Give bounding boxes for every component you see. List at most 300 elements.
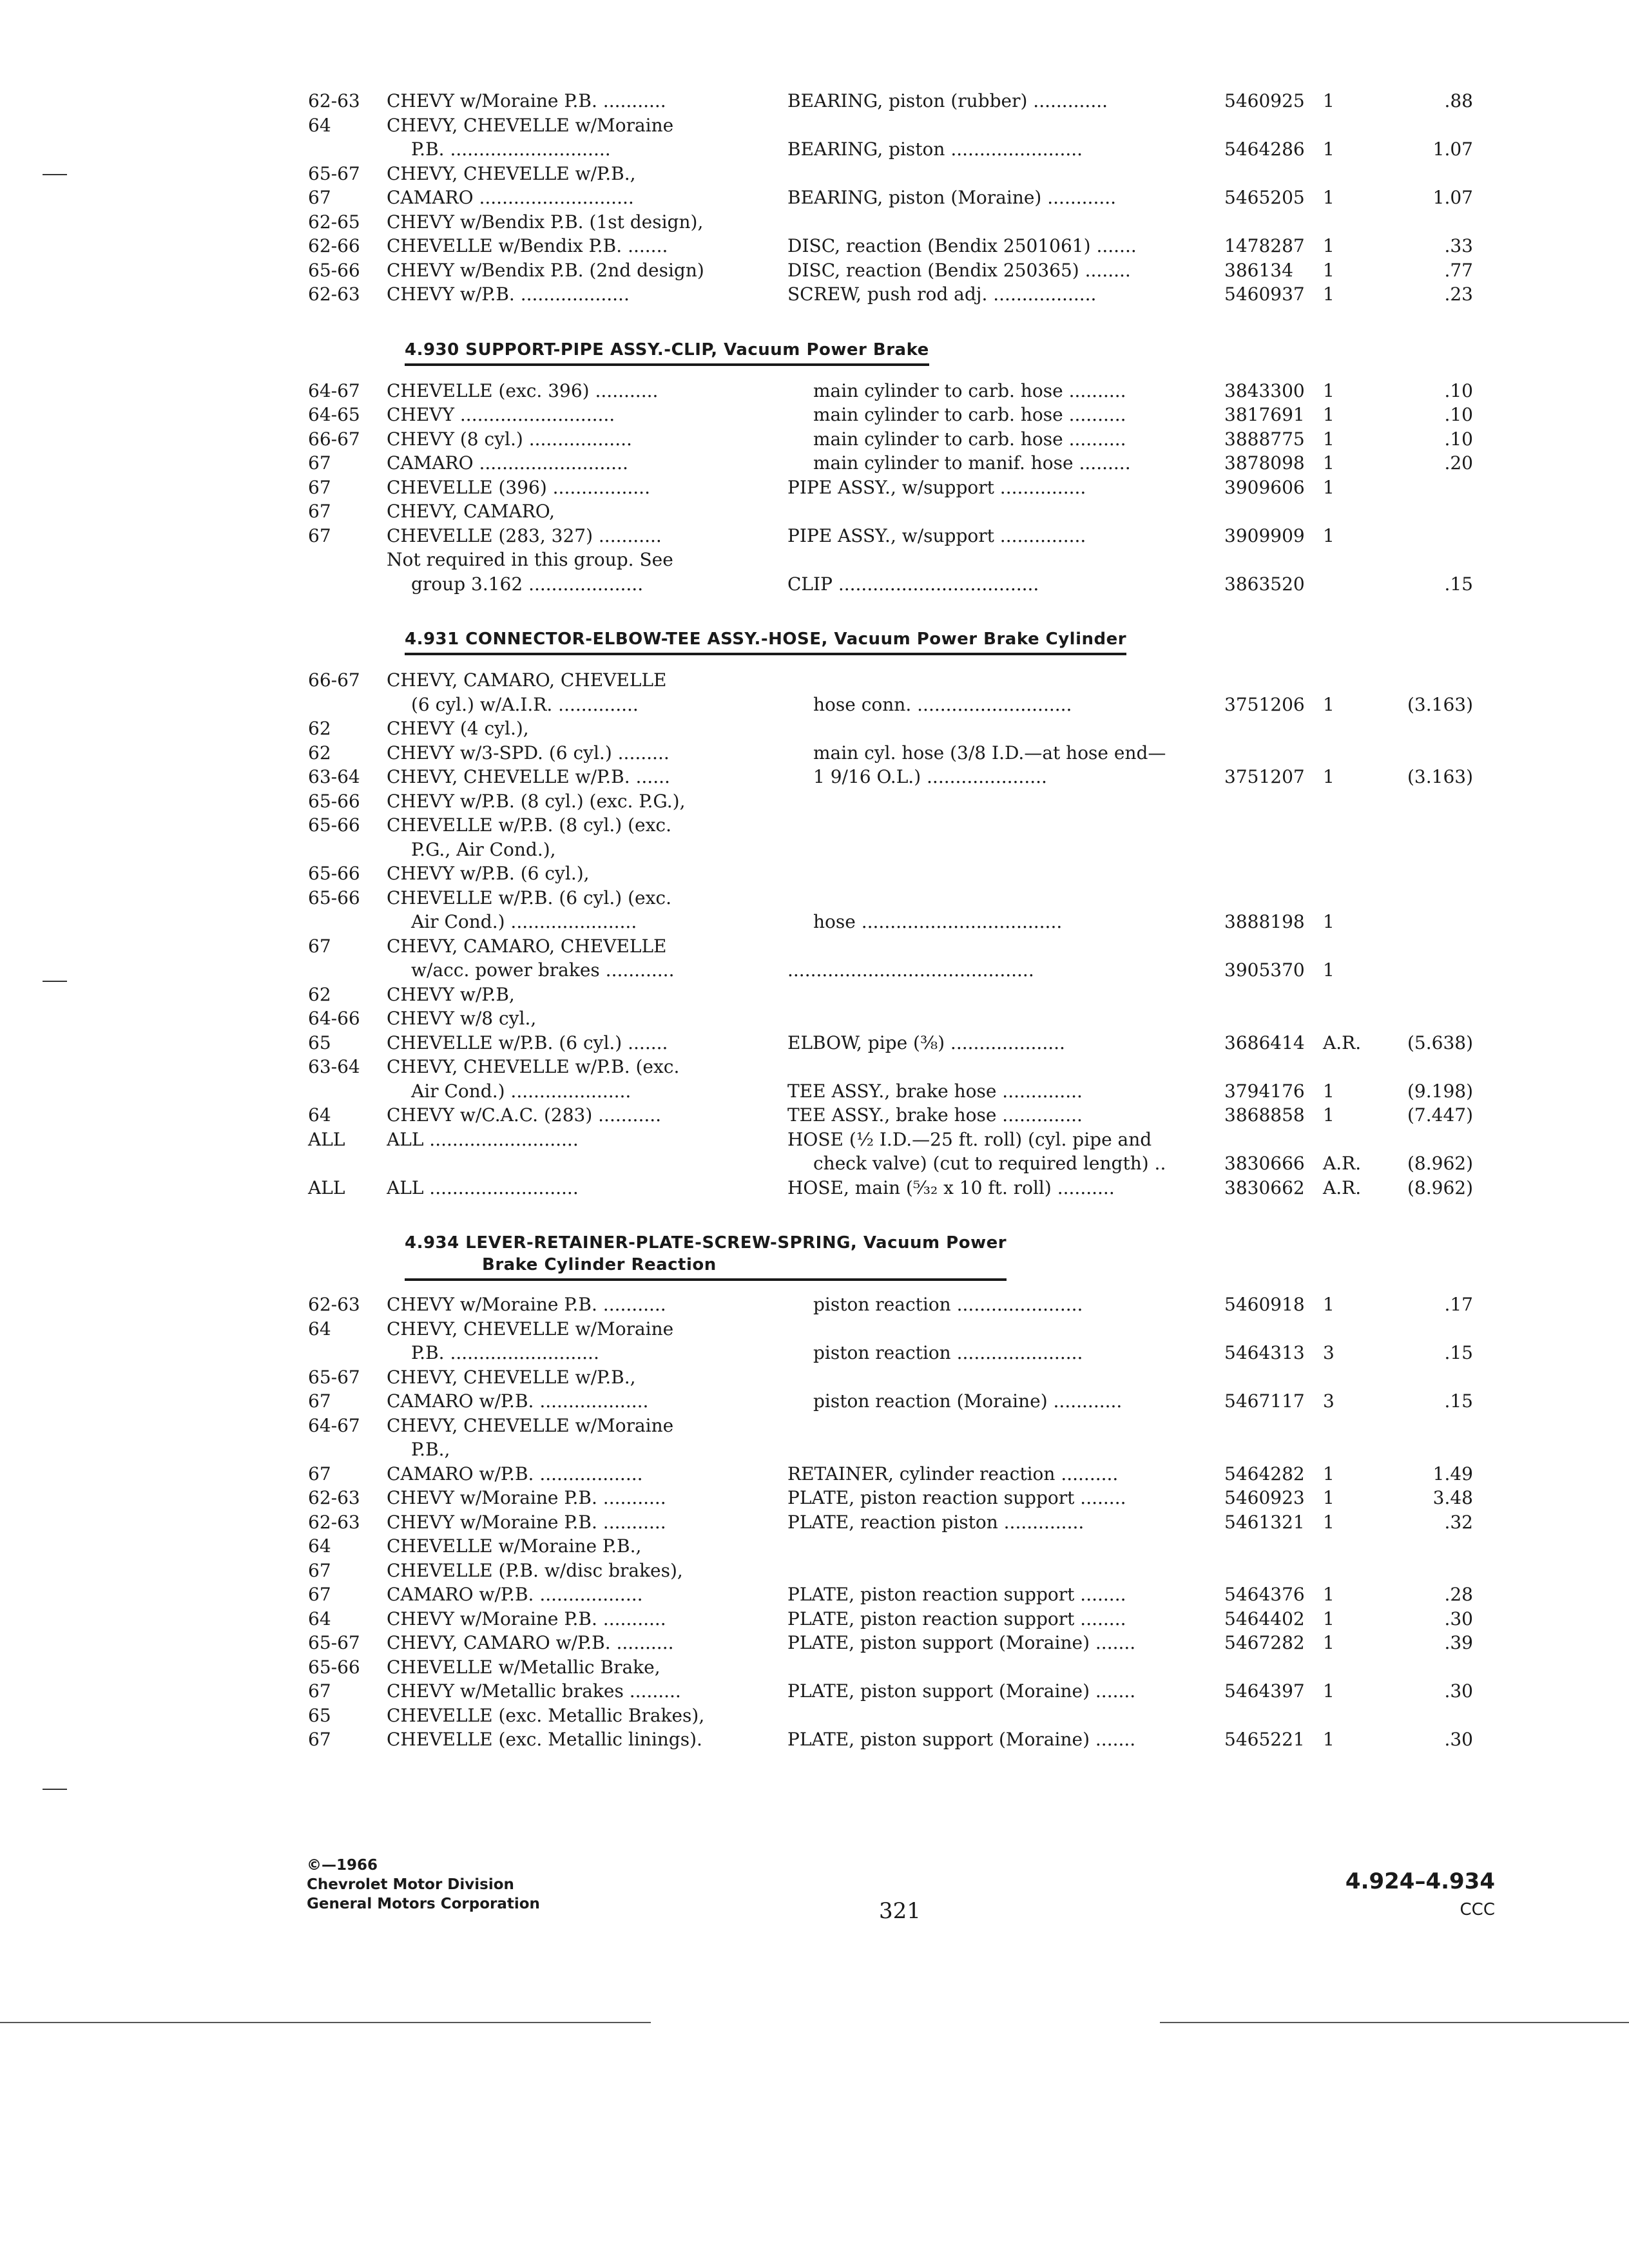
part-description: main cylinder to carb. hose .......... [813,380,1126,401]
table-row [308,1559,1468,1583]
model-applicability: CHEVELLE (P.B. w/disc brakes), [387,1559,683,1581]
part-number: 5464397 [1224,1680,1305,1702]
part-number: 3751207 [1224,766,1305,787]
quantity: 1 [1323,284,1335,305]
part-number: 3905370 [1224,959,1305,981]
part-number: 3817691 [1224,404,1305,425]
model-applicability: CHEVELLE w/Moraine P.B., [387,1535,642,1557]
model-year: 67 [308,1559,331,1581]
model-applicability: CHEVY, CHEVELLE w/P.B., [387,1366,636,1388]
table-row [308,910,1468,934]
table-row [308,1534,1468,1559]
model-year: 62-66 [308,235,360,256]
section-heading-wrap [308,339,1468,379]
price: (7.447) [1407,1104,1473,1126]
section-title: 4.930 SUPPORT-PIPE ASSY.-CLIP, Vacuum Power Brake [405,340,929,360]
table-row [308,1607,1473,1631]
model-year: 62-63 [308,90,360,111]
model-year: 65-67 [308,1632,360,1653]
table-row [308,210,1468,235]
part-number: 3909606 [1224,476,1305,498]
part-description: piston reaction ...................... [813,1342,1083,1363]
table-row [308,451,1473,476]
copyright-line: ©—1966 [307,1857,378,1874]
model-applicability: CAMARO .......................... [387,452,628,474]
model-applicability: CAMARO w/P.B. ................... [387,1390,649,1412]
model-applicability: CHEVY w/Bendix P.B. (1st design), [387,211,704,233]
part-number: 3843300 [1224,380,1305,401]
model-year: 67 [308,524,331,546]
model-year: 62-63 [308,1294,360,1315]
price: 1.49 [1432,1463,1473,1485]
part-number: 3751206 [1224,693,1305,715]
part-description: HOSE (½ I.D.—25 ft. roll) (cyl. pipe and [787,1128,1152,1150]
model-applicability: CHEVY w/Moraine P.B. ........... [387,1294,666,1315]
part-number: 5464376 [1224,1584,1305,1605]
part-number: 5460937 [1224,284,1305,305]
table-row [308,524,1468,548]
model-applicability: CHEVELLE w/Metallic Brake, [387,1656,660,1678]
model-applicability: CHEVY, CAMARO, CHEVELLE [387,669,667,691]
part-number: 3794176 [1224,1080,1305,1102]
model-applicability: CHEVY w/Moraine P.B. ........... [387,1608,666,1629]
part-description: TEE ASSY., brake hose .............. [787,1104,1083,1126]
quantity: A.R. [1323,1153,1362,1174]
table-row [308,1031,1473,1055]
section-range: 4.924–4.934 [1345,1869,1495,1894]
table-row [308,548,1468,572]
scan-edge-line [1160,2022,1629,2023]
model-applicability: (6 cyl.) w/A.I.R. .............. [411,693,639,715]
model-applicability: CHEVY, CAMARO w/P.B. .......... [387,1632,674,1653]
part-description: PIPE ASSY., w/support ............... [787,476,1086,498]
model-year: 67 [308,476,331,498]
section-heading [405,1232,1007,1281]
part-number: 5464282 [1224,1463,1305,1485]
part-number: 5464313 [1224,1342,1305,1363]
part-description: PLATE, piston reaction support ........ [787,1584,1126,1605]
model-applicability: CHEVELLE (exc. 396) ........... [387,380,659,401]
model-applicability: Air Cond.) ...................... [411,911,637,932]
model-applicability: CHEVY, CHEVELLE w/Moraine [387,1414,674,1436]
part-description: RETAINER, cylinder reaction .......... [787,1463,1119,1485]
quantity: 1 [1323,259,1335,281]
model-year: 64 [308,114,331,136]
model-year: 67 [308,187,331,208]
model-year: 62 [308,718,331,739]
model-applicability: CHEVY w/Moraine P.B. ........... [387,90,666,111]
model-applicability: CHEVY, CHEVELLE w/P.B. ...... [387,766,670,787]
model-year: 65-66 [308,790,360,812]
section-subtitle: Brake Cylinder Reaction [482,1255,717,1274]
binding-mark [43,174,67,175]
table-row [308,162,1468,186]
part-number: 3878098 [1224,452,1305,474]
part-number: 5467282 [1224,1632,1305,1653]
table-row [308,186,1473,210]
table-row [308,813,1468,838]
model-applicability: CHEVELLE w/P.B. (6 cyl.) (exc. [387,887,671,908]
quantity: 1 [1323,1104,1335,1126]
section-heading [405,628,1126,655]
model-year: 65-66 [308,814,360,836]
part-number: 1478287 [1224,235,1305,256]
corporation-line: General Motors Corporation [307,1896,540,1912]
model-year: 67 [308,1729,331,1750]
table-row [308,886,1468,910]
model-applicability: CHEVY w/Moraine P.B. ........... [387,1511,666,1533]
section-title: 4.931 CONNECTOR-ELBOW-TEE ASSY.-HOSE, Vacuum Power Brake Cylinder [405,629,1127,649]
model-year: 64 [308,1104,331,1126]
part-description: piston reaction ...................... [813,1294,1083,1315]
part-description: main cylinder to carb. hose .......... [813,404,1126,425]
quantity: 1 [1323,90,1335,111]
section-range-block [1340,1867,1495,1924]
model-applicability: CHEVY, CHEVELLE w/Moraine [387,1318,674,1340]
model-applicability: CHEVELLE w/Bendix P.B. ....... [387,235,668,256]
price: (8.962) [1407,1177,1473,1198]
model-applicability: CAMARO w/P.B. .................. [387,1584,643,1605]
quantity: 1 [1323,476,1335,498]
price: .39 [1444,1632,1473,1653]
model-applicability: Air Cond.) ..................... [411,1080,631,1102]
part-description: ........................................... [787,959,1034,981]
part-description: hose conn. ........................... [813,693,1072,715]
model-year: 65 [308,1704,331,1726]
model-year: 65-66 [308,863,360,884]
part-number: 3863520 [1224,573,1305,595]
parts-listing [308,89,1473,1752]
part-description: piston reaction (Moraine) ............ [813,1390,1123,1412]
model-year: 66-67 [308,669,360,691]
binding-mark [43,1789,67,1790]
model-year: 65-67 [308,1366,360,1388]
model-applicability: CAMARO ........................... [387,187,634,208]
table-row [308,403,1473,427]
quantity: 1 [1323,404,1335,425]
table-row [308,861,1468,886]
model-year: 67 [308,452,331,474]
part-description: HOSE, main (⁵⁄₃₂ x 10 ft. roll) .......... [787,1177,1115,1198]
table-row [308,1176,1473,1200]
table-row [308,1655,1468,1680]
model-year: 63-64 [308,1056,360,1077]
model-year: 64 [308,1318,331,1340]
price: (8.962) [1407,1153,1473,1174]
model-applicability: CHEVY w/Moraine P.B. ........... [387,1487,666,1508]
part-number: 386134 [1224,259,1293,281]
table-row [308,1462,1473,1486]
model-applicability: CHEVY, CHEVELLE w/P.B., [387,162,636,184]
table-row [308,789,1468,814]
model-year: 65 [308,1032,331,1053]
part-description: PLATE, piston reaction support ........ [787,1608,1126,1629]
section-heading-wrap [308,628,1468,668]
quantity: 1 [1323,1729,1335,1750]
model-year: 65-66 [308,1656,360,1678]
table-row [308,1486,1473,1510]
model-year: 67 [308,1584,331,1605]
model-applicability: CHEVY, CAMARO, CHEVELLE [387,935,667,957]
table-row [308,693,1473,717]
table-row [308,427,1473,452]
section-heading-wrap [308,1232,1468,1293]
part-description: hose ................................... [813,911,1063,932]
model-applicability: CHEVELLE w/P.B. (8 cyl.) (exc. [387,814,671,836]
quantity: 1 [1323,1080,1335,1102]
quantity: 1 [1323,1463,1335,1485]
table-row [308,1365,1468,1390]
table-row [308,1727,1473,1752]
table-row [308,838,1468,862]
quantity: 1 [1323,693,1335,715]
quantity: 3 [1323,1390,1335,1412]
part-number: 5461321 [1224,1511,1305,1533]
price: (3.163) [1407,693,1473,715]
table-row [308,499,1468,524]
model-year: 64-66 [308,1008,360,1029]
quantity: 1 [1323,524,1335,546]
price: .33 [1444,235,1473,256]
quantity: 1 [1323,1608,1335,1629]
part-number: 3909909 [1224,524,1305,546]
quantity: 1 [1323,187,1335,208]
price: .10 [1444,404,1473,425]
model-year: 65-66 [308,887,360,908]
table-row [308,1582,1473,1607]
part-description: check valve) (cut to required length) .. [813,1153,1166,1174]
model-year: 67 [308,1390,331,1412]
model-year: 67 [308,1680,331,1702]
quantity: 1 [1323,1680,1335,1702]
part-description: 1 9/16 O.L.) ..................... [813,766,1047,787]
part-description: PLATE, piston reaction support ........ [787,1487,1126,1508]
model-applicability: CHEVY w/Metallic brakes ......... [387,1680,681,1702]
table-row [308,234,1473,258]
model-applicability: w/acc. power brakes ............ [411,959,675,981]
table-row [308,1631,1473,1655]
price: .23 [1444,284,1473,305]
table-row [308,258,1473,283]
table-row [308,1151,1473,1176]
price: 3.48 [1432,1487,1473,1508]
model-year: 65-66 [308,259,360,281]
quantity: A.R. [1323,1032,1362,1053]
table-row [308,1414,1468,1438]
part-number: 5464402 [1224,1608,1305,1629]
price: .88 [1444,90,1473,111]
price: .30 [1444,1680,1473,1702]
part-number: 3888198 [1224,911,1305,932]
table-row [308,1006,1468,1031]
model-year: 64 [308,1608,331,1629]
table-row [308,476,1468,500]
model-applicability: CHEVY w/P.B. ................... [387,284,630,305]
quantity: 1 [1323,1632,1335,1653]
part-description: main cylinder to manif. hose ......... [813,452,1131,474]
table-row [308,983,1468,1007]
price: .10 [1444,428,1473,450]
part-number: 5465205 [1224,187,1305,208]
quantity: 1 [1323,1584,1335,1605]
part-description: PLATE, piston support (Moraine) ....... [787,1680,1136,1702]
part-description: PLATE, piston support (Moraine) ....... [787,1632,1136,1653]
model-applicability: CHEVY w/Bendix P.B. (2nd design) [387,259,704,281]
binding-mark [43,981,67,982]
model-applicability: P.G., Air Cond.), [411,838,556,860]
model-applicability: CHEVY w/P.B. (8 cyl.) (exc. P.G.), [387,790,686,812]
table-row [308,958,1468,983]
part-description: TEE ASSY., brake hose .............. [787,1080,1083,1102]
part-number: 3686414 [1224,1032,1305,1053]
model-applicability: CHEVY (4 cyl.), [387,718,529,739]
quantity: 1 [1323,452,1335,474]
model-year: ALL [308,1177,345,1198]
model-year: 65-67 [308,162,360,184]
model-year: 66-67 [308,428,360,450]
price: .15 [1444,1390,1473,1412]
section-gap [308,1200,1468,1227]
table-row [308,668,1468,693]
part-number: 3868858 [1224,1104,1305,1126]
table-row [308,1704,1468,1728]
price: .28 [1444,1584,1473,1605]
table-row [308,1293,1473,1317]
publisher-block [307,1856,540,1914]
table-row [308,741,1468,765]
table-row [308,1437,1468,1462]
model-applicability: CHEVY w/P.B, [387,983,515,1005]
table-row [308,934,1468,959]
part-description: ELBOW, pipe (⅜) .................... [787,1032,1065,1053]
part-description: SCREW, push rod adj. .................. [787,284,1097,305]
part-number: 3888775 [1224,428,1305,450]
section-title: 4.934 LEVER-RETAINER-PLATE-SCREW-SPRING, Vacuum Power [405,1233,1007,1253]
model-applicability: Not required in this group. See [387,549,673,570]
quantity: A.R. [1323,1177,1362,1198]
model-applicability: CHEVELLE (exc. Metallic Brakes), [387,1704,705,1726]
price: 1.07 [1432,139,1473,160]
price: .15 [1444,1342,1473,1363]
price: .77 [1444,259,1473,281]
table-row [308,1389,1473,1414]
part-description: main cyl. hose (3/8 I.D.—at hose end— [813,742,1166,764]
table-row [308,1341,1473,1365]
section-gap [308,307,1468,334]
part-description: CLIP ................................... [787,573,1039,595]
part-description: main cylinder to carb. hose .......... [813,428,1126,450]
catalog-code: CCC [1460,1900,1495,1919]
model-applicability: P.B. .......................... [411,1342,599,1363]
part-number: 3830666 [1224,1153,1305,1174]
model-year: 67 [308,501,331,522]
table-row [308,572,1473,597]
table-row [308,765,1473,789]
price: .10 [1444,380,1473,401]
model-applicability: CHEVELLE (283, 327) ........... [387,524,662,546]
part-description: PLATE, piston support (Moraine) ....... [787,1729,1136,1750]
part-number: 5464286 [1224,139,1305,160]
price: (5.638) [1407,1032,1473,1053]
table-row [308,89,1473,113]
model-applicability: CHEVY w/8 cyl., [387,1008,537,1029]
price: (9.198) [1407,1080,1473,1102]
table-row [308,113,1468,138]
model-year: 64-67 [308,380,360,401]
part-description: PIPE ASSY., w/support ............... [787,524,1086,546]
model-year: ALL [308,1128,345,1150]
scan-edge-line [0,2022,651,2023]
quantity: 1 [1323,1294,1335,1315]
model-year: 62-63 [308,284,360,305]
model-year: 64-67 [308,1414,360,1436]
quantity: 1 [1323,766,1335,787]
quantity: 1 [1323,911,1335,932]
quantity: 3 [1323,1342,1335,1363]
table-row [308,1055,1468,1079]
price: 1.07 [1432,187,1473,208]
price: .32 [1444,1511,1473,1533]
model-year: 62 [308,742,331,764]
part-description: BEARING, piston (rubber) ............. [787,90,1108,111]
quantity: 1 [1323,139,1335,160]
model-applicability: CHEVY, CHEVELLE w/Moraine [387,114,674,136]
price: .17 [1444,1294,1473,1315]
model-applicability: ALL .......................... [387,1128,579,1150]
division-line: Chevrolet Motor Division [307,1876,514,1893]
quantity: 1 [1323,1511,1335,1533]
part-number: 5460925 [1224,90,1305,111]
model-year: 67 [308,935,331,957]
model-year: 63-64 [308,766,360,787]
model-year: 64 [308,1535,331,1557]
model-applicability: P.B. ............................ [411,139,611,160]
model-applicability: CAMARO w/P.B. .................. [387,1463,643,1485]
model-applicability: CHEVELLE (exc. Metallic linings). [387,1729,702,1750]
quantity: 1 [1323,428,1335,450]
part-description: BEARING, piston (Moraine) ............ [787,187,1117,208]
model-applicability: group 3.162 .................... [411,573,644,595]
part-description: PLATE, reaction piston .............. [787,1511,1084,1533]
model-applicability: CHEVELLE w/P.B. (6 cyl.) ....... [387,1032,668,1053]
part-number: 5467117 [1224,1390,1305,1412]
section-heading [405,339,929,366]
price: .15 [1444,573,1473,595]
model-year: 62 [308,983,331,1005]
model-year: 62-63 [308,1487,360,1508]
quantity: 1 [1323,235,1335,256]
part-number: 3830662 [1224,1177,1305,1198]
model-applicability: ALL .......................... [387,1177,579,1198]
part-number: 5460918 [1224,1294,1305,1315]
table-row [308,379,1473,403]
quantity: 1 [1323,380,1335,401]
model-applicability: CHEVY ........................... [387,404,615,425]
part-description: BEARING, piston ....................... [787,139,1083,160]
quantity: 1 [1323,959,1335,981]
part-description: DISC, reaction (Bendix 250365) ........ [787,259,1131,281]
part-number: 5465221 [1224,1729,1305,1750]
table-row [308,1079,1473,1104]
model-applicability: CHEVY (8 cyl.) .................. [387,428,632,450]
model-applicability: CHEVY w/P.B. (6 cyl.), [387,863,590,884]
table-row [308,1510,1473,1535]
model-applicability: CHEVY w/C.A.C. (283) ........... [387,1104,662,1126]
price: (3.163) [1407,766,1473,787]
model-applicability: CHEVY w/3-SPD. (6 cyl.) ......... [387,742,670,764]
table-row [308,282,1473,307]
quantity: 1 [1323,1487,1335,1508]
